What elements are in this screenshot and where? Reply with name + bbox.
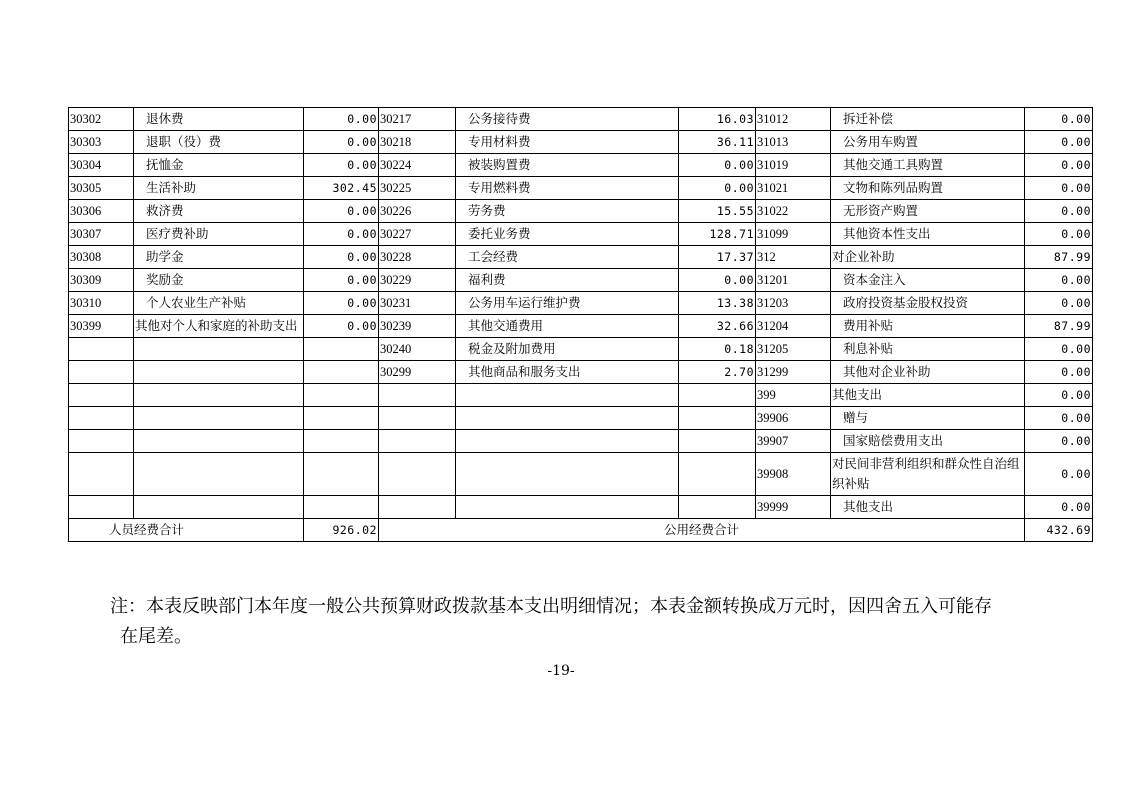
public-code-cell: 30218 [379, 131, 456, 154]
personnel-item-cell: 其他对个人和家庭的补助支出 [134, 315, 304, 338]
capital-item-cell: 公务用车购置 [831, 131, 1025, 154]
table-row [69, 315, 1093, 338]
capital-item-cell: 其他资本性支出 [831, 223, 1025, 246]
capital-amount-cell: 0.00 [1025, 496, 1093, 519]
public-code-cell [379, 496, 456, 519]
personnel-item-cell [134, 453, 304, 496]
public-amount-cell: 16.03 [679, 108, 756, 131]
capital-code-cell: 31099 [756, 223, 831, 246]
capital-amount-cell: 0.00 [1025, 361, 1093, 384]
personnel-item-cell: 抚恤金 [134, 154, 304, 177]
personnel-item-cell [134, 384, 304, 407]
personnel-code-cell: 30306 [69, 200, 134, 223]
capital-amount-cell: 0.00 [1025, 223, 1093, 246]
personnel-item-cell [134, 430, 304, 453]
table-row [69, 108, 1093, 131]
capital-item-cell: 对企业补助 [831, 246, 1025, 269]
public-item-cell: 福利费 [456, 269, 679, 292]
personnel-total-value: 926.02 [304, 519, 379, 542]
capital-item-cell: 拆迁补偿 [831, 108, 1025, 131]
capital-amount-cell: 0.00 [1025, 292, 1093, 315]
public-amount-cell [679, 384, 756, 407]
capital-item-cell: 国家赔偿费用支出 [831, 430, 1025, 453]
personnel-code-cell: 30310 [69, 292, 134, 315]
footnote-line-2: 在尾差。 [120, 626, 192, 647]
table-row [69, 453, 1093, 496]
personnel-item-cell: 退休费 [134, 108, 304, 131]
public-code-cell [379, 430, 456, 453]
table-row [69, 200, 1093, 223]
personnel-amount-cell [304, 430, 379, 453]
personnel-item-cell: 医疗费补助 [134, 223, 304, 246]
public-amount-cell: 13.38 [679, 292, 756, 315]
capital-code-cell: 31021 [756, 177, 831, 200]
capital-item-cell: 其他交通工具购置 [831, 154, 1025, 177]
capital-amount-cell: 0.00 [1025, 177, 1093, 200]
expenditure-detail-table [68, 107, 1093, 542]
public-item-cell [456, 407, 679, 430]
personnel-amount-cell: 0.00 [304, 292, 379, 315]
capital-code-cell: 39908 [756, 453, 831, 496]
public-amount-cell: 128.71 [679, 223, 756, 246]
public-amount-cell: 0.00 [679, 269, 756, 292]
public-amount-cell: 0.18 [679, 338, 756, 361]
totals-row [69, 519, 1093, 542]
personnel-amount-cell: 0.00 [304, 269, 379, 292]
capital-amount-cell: 0.00 [1025, 338, 1093, 361]
public-item-cell: 专用燃料费 [456, 177, 679, 200]
public-item-cell: 委托业务费 [456, 223, 679, 246]
capital-item-cell: 其他对企业补助 [831, 361, 1025, 384]
capital-code-cell: 399 [756, 384, 831, 407]
personnel-amount-cell: 0.00 [304, 315, 379, 338]
public-amount-cell: 17.37 [679, 246, 756, 269]
capital-amount-cell: 0.00 [1025, 131, 1093, 154]
public-item-cell: 其他商品和服务支出 [456, 361, 679, 384]
public-code-cell: 30217 [379, 108, 456, 131]
public-code-cell: 30229 [379, 269, 456, 292]
personnel-item-cell [134, 407, 304, 430]
public-item-cell [456, 384, 679, 407]
personnel-code-cell: 30304 [69, 154, 134, 177]
public-item-cell: 公务用车运行维护费 [456, 292, 679, 315]
personnel-item-cell [134, 361, 304, 384]
footnote [110, 592, 1040, 652]
capital-item-cell: 利息补贴 [831, 338, 1025, 361]
public-code-cell [379, 407, 456, 430]
public-code-cell: 30240 [379, 338, 456, 361]
capital-code-cell: 31013 [756, 131, 831, 154]
capital-code-cell: 31204 [756, 315, 831, 338]
capital-code-cell: 31203 [756, 292, 831, 315]
capital-amount-cell: 0.00 [1025, 154, 1093, 177]
capital-item-cell: 资本金注入 [831, 269, 1025, 292]
public-item-cell: 其他交通费用 [456, 315, 679, 338]
personnel-code-cell [69, 453, 134, 496]
table-row [69, 246, 1093, 269]
personnel-amount-cell [304, 361, 379, 384]
capital-item-cell: 其他支出 [831, 384, 1025, 407]
public-amount-cell [679, 496, 756, 519]
personnel-code-cell: 30305 [69, 177, 134, 200]
capital-code-cell: 39999 [756, 496, 831, 519]
public-item-cell: 工会经费 [456, 246, 679, 269]
public-item-cell [456, 496, 679, 519]
public-code-cell: 30225 [379, 177, 456, 200]
table-row [69, 407, 1093, 430]
capital-code-cell: 31012 [756, 108, 831, 131]
public-code-cell: 30239 [379, 315, 456, 338]
public-code-cell: 30299 [379, 361, 456, 384]
capital-code-cell: 39906 [756, 407, 831, 430]
personnel-code-cell: 30399 [69, 315, 134, 338]
public-code-cell: 30231 [379, 292, 456, 315]
public-item-cell [456, 430, 679, 453]
table-row [69, 131, 1093, 154]
capital-code-cell: 31019 [756, 154, 831, 177]
personnel-total-label: 人员经费合计 [69, 519, 304, 542]
table-row [69, 177, 1093, 200]
public-amount-cell [679, 453, 756, 496]
capital-code-cell: 39907 [756, 430, 831, 453]
page-number: -19- [547, 663, 575, 679]
table-row [69, 154, 1093, 177]
capital-amount-cell: 0.00 [1025, 453, 1093, 496]
personnel-code-cell: 30307 [69, 223, 134, 246]
capital-amount-cell: 0.00 [1025, 108, 1093, 131]
personnel-item-cell: 救济费 [134, 200, 304, 223]
capital-item-cell: 其他支出 [831, 496, 1025, 519]
capital-item-cell: 费用补贴 [831, 315, 1025, 338]
public-item-cell: 公务接待费 [456, 108, 679, 131]
personnel-amount-cell: 302.45 [304, 177, 379, 200]
personnel-code-cell [69, 338, 134, 361]
personnel-item-cell: 个人农业生产补贴 [134, 292, 304, 315]
public-code-cell [379, 453, 456, 496]
public-amount-cell [679, 407, 756, 430]
public-amount-cell: 0.00 [679, 154, 756, 177]
capital-item-cell: 对民间非营利组织和群众性自治组织补贴 [831, 453, 1025, 496]
personnel-amount-cell: 0.00 [304, 154, 379, 177]
personnel-amount-cell: 0.00 [304, 246, 379, 269]
capital-item-cell: 文物和陈列品购置 [831, 177, 1025, 200]
table-row [69, 496, 1093, 519]
capital-code-cell: 31299 [756, 361, 831, 384]
public-code-cell: 30224 [379, 154, 456, 177]
table-row [69, 269, 1093, 292]
personnel-item-cell [134, 496, 304, 519]
personnel-amount-cell: 0.00 [304, 131, 379, 154]
capital-code-cell: 31205 [756, 338, 831, 361]
capital-item-cell: 无形资产购置 [831, 200, 1025, 223]
personnel-item-cell: 生活补助 [134, 177, 304, 200]
personnel-item-cell: 助学金 [134, 246, 304, 269]
capital-code-cell: 31201 [756, 269, 831, 292]
personnel-code-cell [69, 496, 134, 519]
public-code-cell: 30226 [379, 200, 456, 223]
public-total-value: 432.69 [1025, 519, 1093, 542]
personnel-code-cell: 30309 [69, 269, 134, 292]
capital-amount-cell: 0.00 [1025, 430, 1093, 453]
public-item-cell: 专用材料费 [456, 131, 679, 154]
table-row [69, 292, 1093, 315]
capital-amount-cell: 0.00 [1025, 384, 1093, 407]
public-code-cell: 30228 [379, 246, 456, 269]
personnel-item-cell [134, 338, 304, 361]
public-item-cell: 税金及附加费用 [456, 338, 679, 361]
personnel-amount-cell [304, 453, 379, 496]
public-code-cell: 30227 [379, 223, 456, 246]
footnote-line-1: 注：本表反映部门本年度一般公共预算财政拨款基本支出明细情况；本表金额转换成万元时，因四舍五入可能存 [110, 596, 992, 617]
personnel-amount-cell [304, 496, 379, 519]
table-row [69, 384, 1093, 407]
table-row [69, 223, 1093, 246]
personnel-amount-cell: 0.00 [304, 108, 379, 131]
personnel-amount-cell: 0.00 [304, 200, 379, 223]
capital-code-cell: 312 [756, 246, 831, 269]
public-amount-cell: 15.55 [679, 200, 756, 223]
personnel-amount-cell [304, 338, 379, 361]
capital-amount-cell: 0.00 [1025, 269, 1093, 292]
table-row [69, 338, 1093, 361]
personnel-amount-cell: 0.00 [304, 223, 379, 246]
personnel-item-cell: 奖励金 [134, 269, 304, 292]
public-total-label: 公用经费合计 [379, 519, 1025, 542]
table-body [69, 108, 1093, 519]
table-row [69, 361, 1093, 384]
capital-item-cell: 赠与 [831, 407, 1025, 430]
public-code-cell [379, 384, 456, 407]
public-item-cell [456, 453, 679, 496]
personnel-code-cell: 30308 [69, 246, 134, 269]
public-amount-cell: 36.11 [679, 131, 756, 154]
public-item-cell: 被装购置费 [456, 154, 679, 177]
public-amount-cell [679, 430, 756, 453]
public-amount-cell: 0.00 [679, 177, 756, 200]
capital-amount-cell: 87.99 [1025, 246, 1093, 269]
table-row [69, 430, 1093, 453]
personnel-code-cell [69, 384, 134, 407]
capital-item-cell: 政府投资基金股权投资 [831, 292, 1025, 315]
personnel-amount-cell [304, 384, 379, 407]
personnel-item-cell: 退职（役）费 [134, 131, 304, 154]
capital-amount-cell: 0.00 [1025, 200, 1093, 223]
personnel-code-cell: 30303 [69, 131, 134, 154]
personnel-amount-cell [304, 407, 379, 430]
public-item-cell: 劳务费 [456, 200, 679, 223]
personnel-code-cell [69, 361, 134, 384]
capital-amount-cell: 0.00 [1025, 407, 1093, 430]
personnel-code-cell: 30302 [69, 108, 134, 131]
personnel-code-cell [69, 407, 134, 430]
public-amount-cell: 32.66 [679, 315, 756, 338]
public-amount-cell: 2.70 [679, 361, 756, 384]
capital-code-cell: 31022 [756, 200, 831, 223]
personnel-code-cell [69, 430, 134, 453]
capital-amount-cell: 87.99 [1025, 315, 1093, 338]
